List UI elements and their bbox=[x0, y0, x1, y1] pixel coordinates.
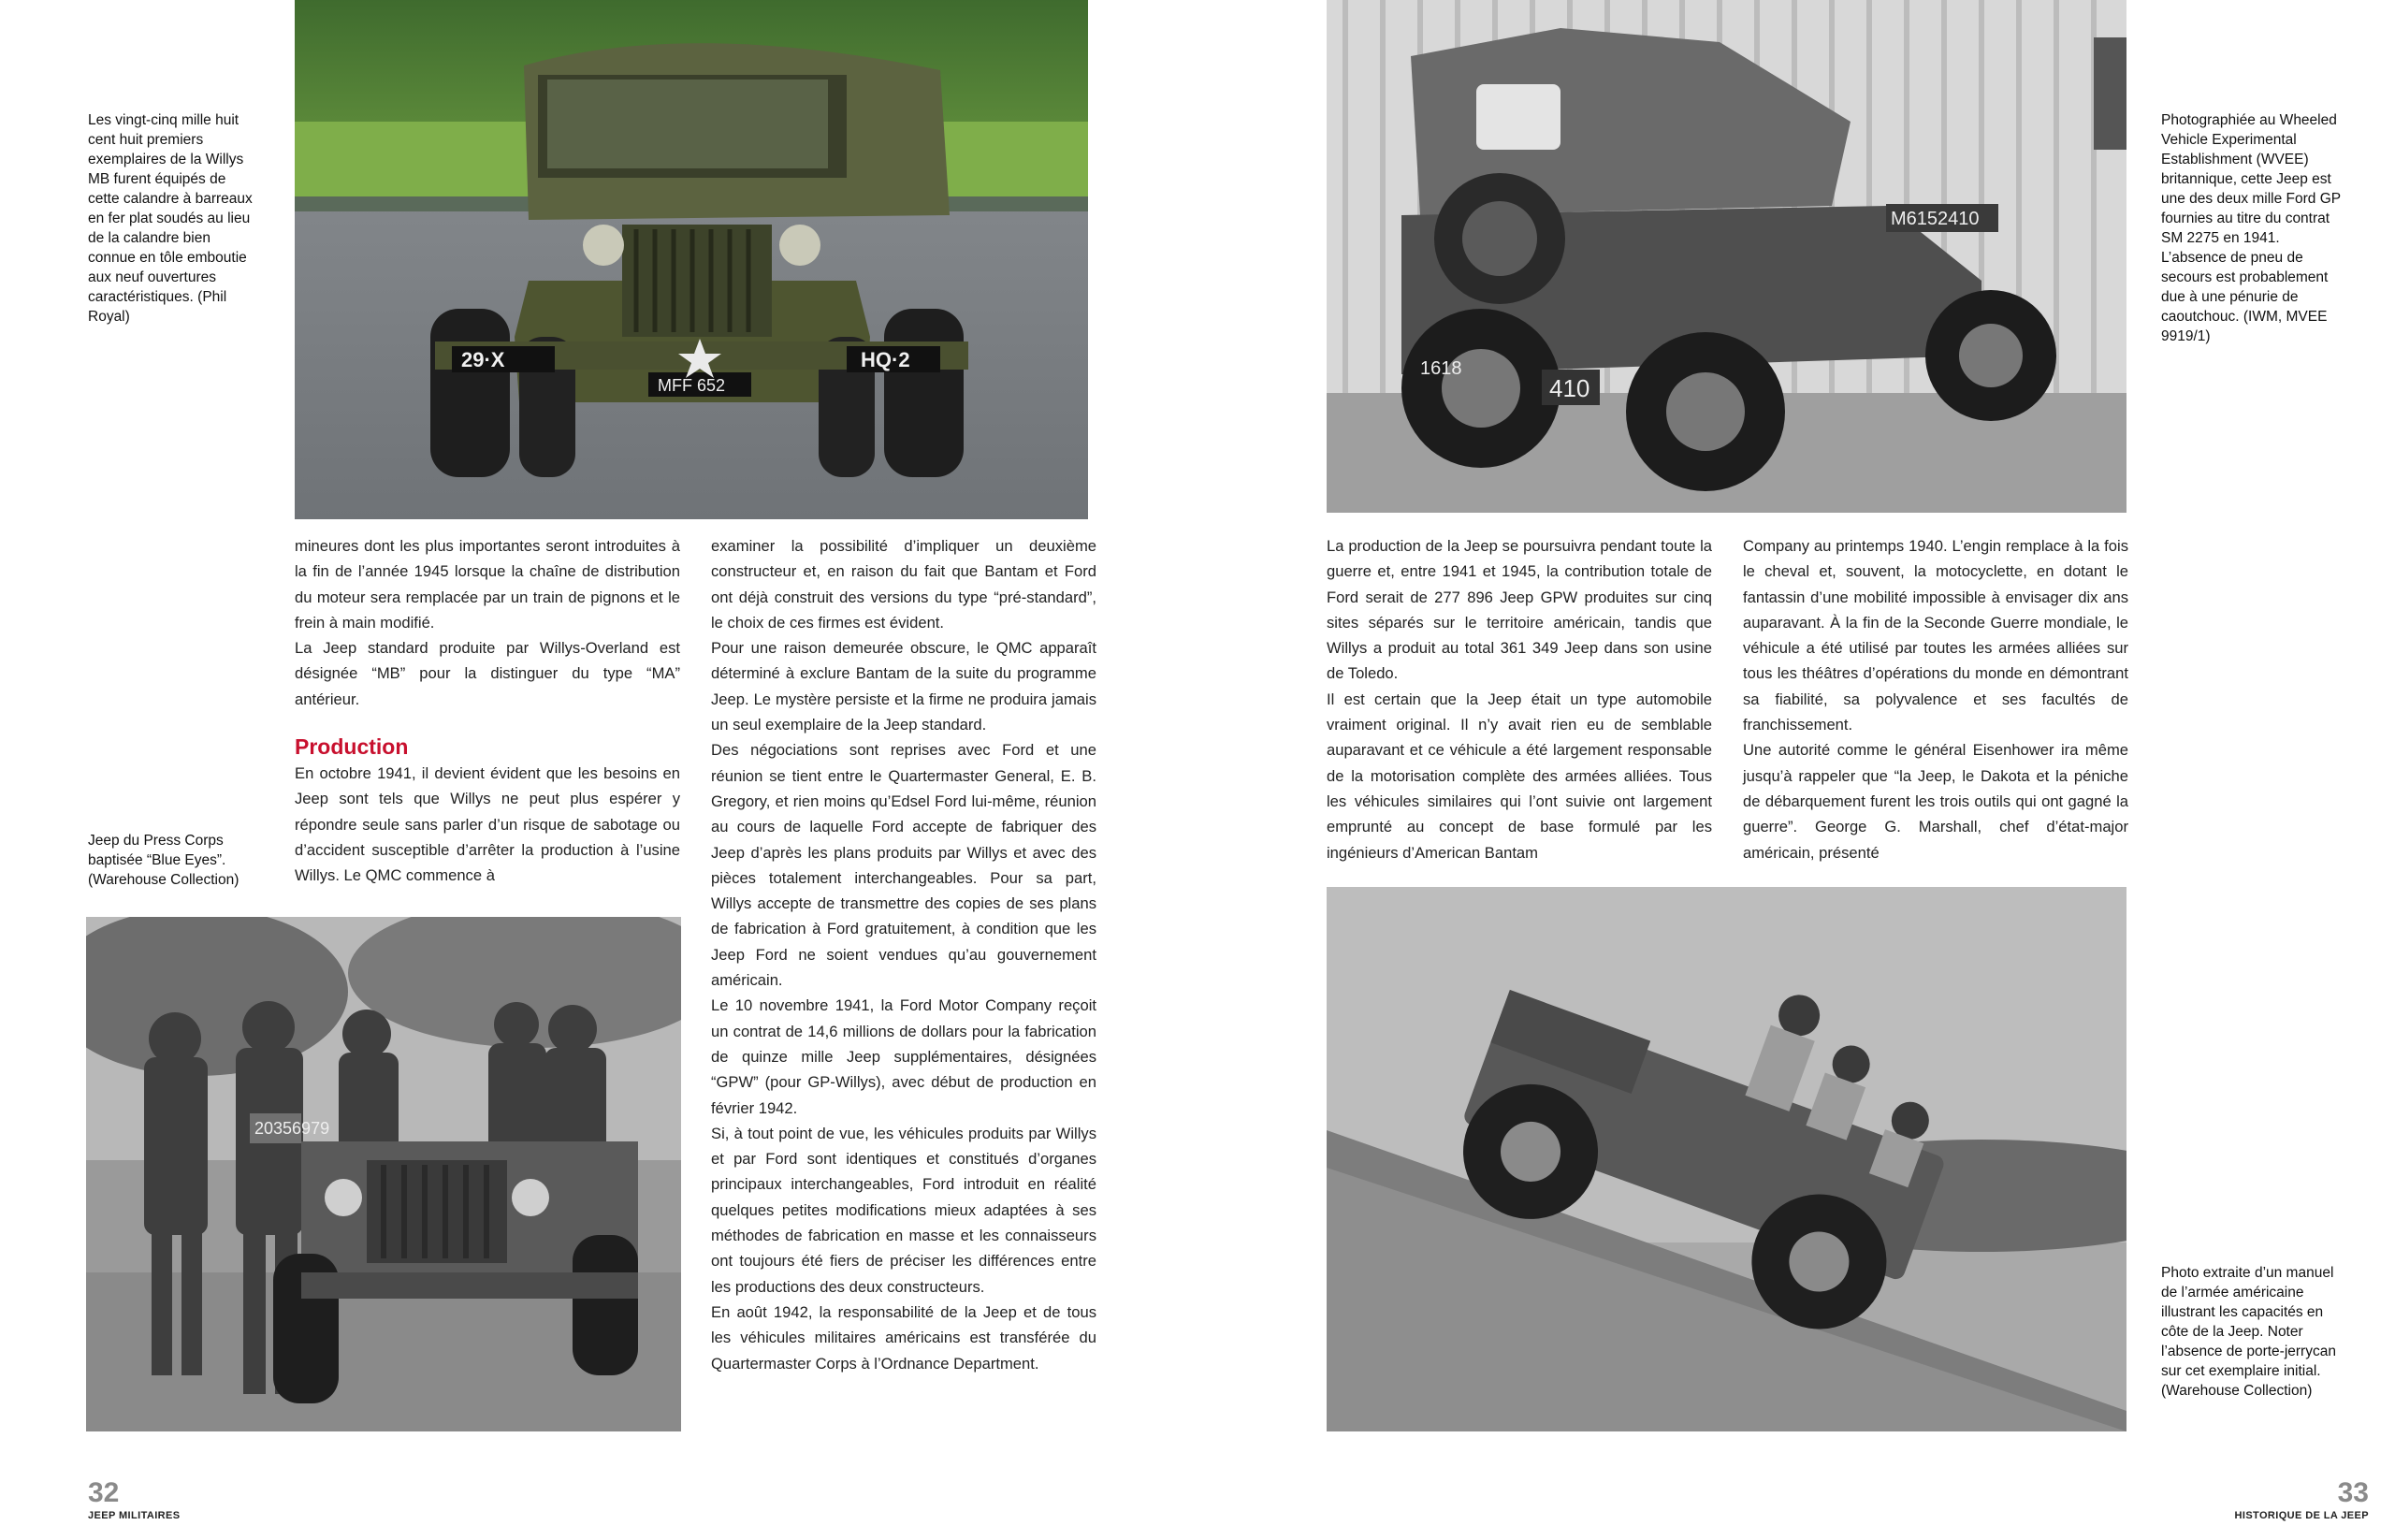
paragraph: Si, à tout point de vue, les véhicules produits par Willys et par Ford sont identiques et constitués d’organes principaux interchangeables, Ford introduit en réalité quelques petites modifications mieux adaptées à ses méthodes de fabrication en masse et les connaisseurs ont toujours été fiers de préciser les différences entre les productions des deux constructeurs. bbox=[711, 1124, 1096, 1296]
press-corps-jeep-image bbox=[86, 917, 681, 1431]
folio-left bbox=[88, 1478, 181, 1521]
page-number: 33 bbox=[2337, 1477, 2369, 1508]
caption-top-left bbox=[88, 110, 260, 327]
photo-willys-mb-color bbox=[295, 0, 1088, 519]
caption-text: Les vingt-cinq mille huit cent huit premiers exemplaires de la Willys MB furent équipés de cette calandre à barreaux en fer plat soudés au lieu de la calandre bien connue en tôle emboutie aux neuf ouvertures caractéristiques. (Phil Royal) bbox=[88, 112, 253, 325]
paragraph: mineures dont les plus importantes seront introduites à la fin de l’année 1945 lorsque la chaîne de distribution du moteur sera remplacée par un train de pignons et le frein à main modifié. bbox=[295, 537, 680, 632]
caption-text: Jeep du Press Corps baptisée “Blue Eyes”. (Warehouse Collection) bbox=[88, 833, 240, 888]
rear-tag-number: 410 bbox=[1549, 374, 1590, 402]
caption-text: Photo extraite d’un manuel de l’armée américaine illustrant les capacités en côte de la Jeep. Noter l’absence de porte-jerrycan sur cet exemplaire initial. (Warehouse Collection) bbox=[2161, 1265, 2336, 1399]
left-column-1 bbox=[295, 533, 680, 889]
side-serial-marking: M6152410 bbox=[1891, 209, 1980, 229]
caption-top-right bbox=[2161, 110, 2348, 346]
folio-right bbox=[2235, 1478, 2369, 1521]
photo-press-corps-jeep bbox=[86, 917, 681, 1431]
registration-plate: MFF 652 bbox=[658, 376, 726, 395]
bumper-marking-left: 29·X bbox=[461, 348, 505, 371]
right-column-2 bbox=[1743, 533, 2128, 865]
caption-text: Photographiée au Wheeled Vehicle Experimental Establishment (WVEE) britannique, cette Jeep est une des deux mille Ford GP fournies au titre du contrat SM 2275 en 1941. L’absence de pneu de secours est probablement due à une pénurie de caoutchouc. (IWM, MVEE 9919/1) bbox=[2161, 112, 2341, 344]
right-page bbox=[1198, 0, 2395, 1540]
photo-ford-gp-rear bbox=[1327, 0, 2126, 513]
caption-bottom-right bbox=[2161, 1263, 2339, 1401]
paragraph: examiner la possibilité d’impliquer un deuxième constructeur et, en raison du fait que Bantam et Ford ont déjà construit des versions du type “pré-standard”, le choix de ces firmes est évident. bbox=[711, 537, 1096, 632]
paragraph: La production de la Jeep se poursuivra pendant toute la guerre et, entre 1941 et 1945, la contribution totale de Ford serait de 277 896 Jeep GPW produites sur cinq sites séparés sur le territoire américain, tandis que Willys a produit au total 361 349 Jeep dans son usine de Toledo. bbox=[1327, 537, 1712, 683]
paragraph: Une autorité comme le général Eisenhower ira même jusqu’à rappeler que “la Jeep, le Dakota et la péniche de débarquement furent les trois outils qui ont gagné la guerre”. George G. Marshall, chef d’état-major américain, présenté bbox=[1743, 741, 2128, 862]
paragraph: Des négociations sont reprises avec Ford et une réunion se tient entre le Quartermaster General, E. B. Gregory, et rien moins qu’Edsel Ford lui-même, réunion au cours de laquelle Ford accepte de fabriquer des Jeep d’après les plans produits par Willys et avec des pièces totalement interchangeables. Pour sa part, Willys accepte de transmettre des copies de ses plans de fabrication à Ford gratuitement, à condition que les Jeep Ford ne soient vendues qu’au gouvernement américain. bbox=[711, 741, 1096, 990]
running-footer: JEEP MILITAIRES bbox=[88, 1510, 181, 1521]
section-heading-production: Production bbox=[295, 734, 409, 760]
hill-climb-image bbox=[1327, 887, 2126, 1431]
running-footer: HISTORIQUE DE LA JEEP bbox=[2234, 1510, 2369, 1521]
paragraph: En octobre 1941, il devient évident que les besoins en Jeep sont tels que Willys ne peut plus espérer y répondre seule sans parler d’un risque de sabotage ou d’accident susceptible d’arrêter la production à l’usine Willys. Le QMC commence à bbox=[295, 764, 680, 885]
paragraph: La Jeep standard produite par Willys-Overland est désignée “MB” pour la distinguer du type “MA” antérieur. bbox=[295, 639, 680, 708]
paragraph: En août 1942, la responsabilité de la Jeep et de tous les véhicules militaires américains est transférée du Quartermaster Corps à l’Ordnance Department. bbox=[711, 1302, 1096, 1373]
hood-serial-number: 20356979 bbox=[254, 1119, 330, 1138]
bumper-marking-right: HQ·2 bbox=[861, 348, 910, 371]
page-number: 32 bbox=[88, 1477, 120, 1508]
bumper-marking: 1618 bbox=[1420, 358, 1462, 379]
caption-bottom-left bbox=[88, 831, 266, 890]
paragraph: Company au printemps 1940. L’engin remplace à la fois le cheval et, souvent, la motocyclette, en dotant le fantassin d’une mobilité impossible à envisager dix ans auparavant. À la fin de la Seconde Guerre mondiale, le véhicule a été utilisé par toutes les armées alliées sur tous les théâtres d’opérations du monde en démontrant sa fiabilité, sa polyvalence et ses facultés de franchissement. bbox=[1743, 537, 2128, 734]
paragraph: Pour une raison demeurée obscure, le QMC apparaît déterminé à exclure Bantam de la suite du programme Jeep. Le mystère persiste et la firme ne produira jamais un seul exemplaire de la Jeep standard. bbox=[711, 639, 1096, 734]
photo-jeep-hill-climb bbox=[1327, 887, 2126, 1431]
ford-gp-image bbox=[1327, 0, 2126, 513]
right-column-1 bbox=[1327, 533, 1712, 865]
paragraph: Le 10 novembre 1941, la Ford Motor Company reçoit un contrat de 14,6 millions de dollars pour la fabrication de quinze mille Jeep supplémentaires, désignées “GPW” (pour GP-Willys), avec début de production en février 1942. bbox=[711, 996, 1096, 1117]
paragraph: Il est certain que la Jeep était un type automobile vraiment original. Il n’y avait rien eu de semblable auparavant et ce véhicule a été largement responsable de la motorisation complète des armées alliées. Tous les véhicules similaires qui l’ont suivie ont largement emprunté au concept de base formulé par les ingénieurs d’American Bantam bbox=[1327, 690, 1712, 862]
willys-mb-image bbox=[295, 0, 1088, 519]
left-column-2 bbox=[711, 533, 1096, 1376]
